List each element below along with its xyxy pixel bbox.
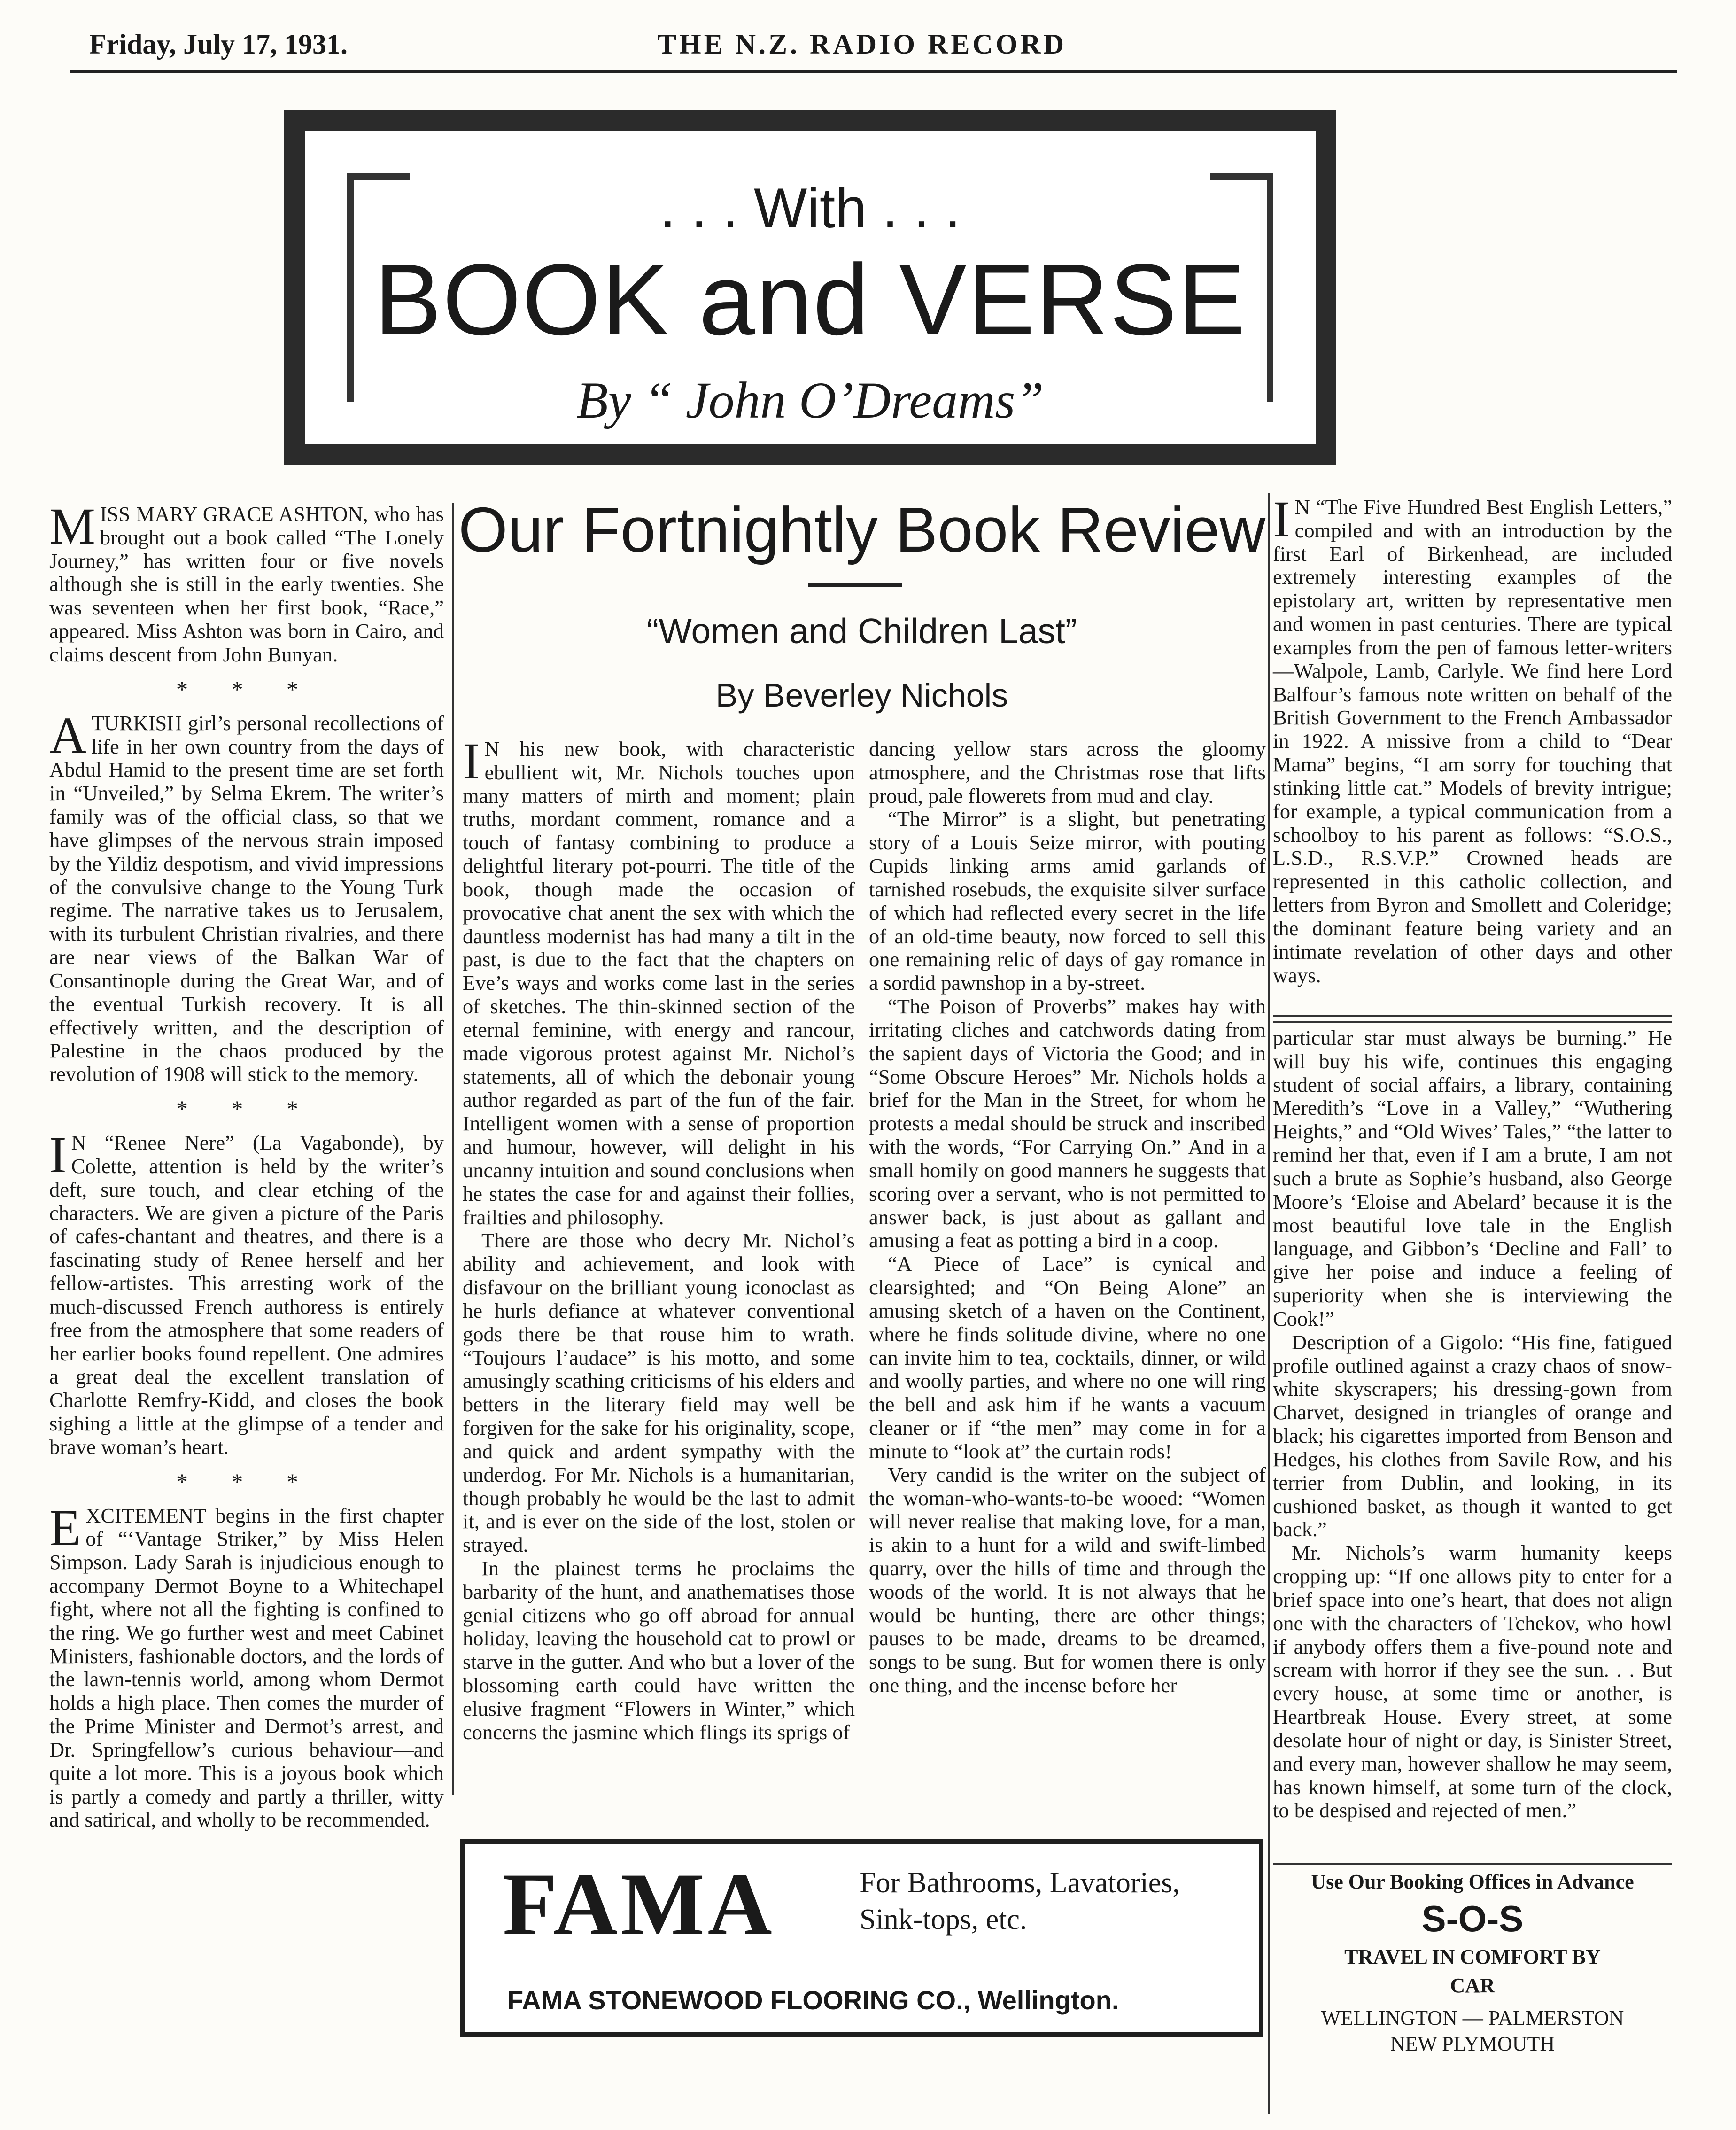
- separator-stars: * * *: [176, 676, 317, 702]
- note-renee-nere: [49, 1126, 444, 1459]
- column-rule-3: [1268, 493, 1270, 2114]
- fama-company: FAMA STONEWOOD FLOORING CO., Wellington.: [507, 1985, 1119, 2015]
- review-paragraph: Mr. Nichols’s warm humanity keeps cropping up: “If one allows pity to enter for a brief space into one’s heart, that does not align one with the characters of Tchekov, who howl if anybody offers them a five-pound note and scream with horror if they see the sun. . . But every house, at some time or another, is Heartbreak House. Every street, at some desolate hour of night or day, is Sinister Street, and every man, however shallow he may seem, has known himself, at some turn of the clock, to be despised and rejected of men.”: [1273, 1541, 1672, 1822]
- note-ashton: [49, 498, 444, 667]
- section-banner: [284, 110, 1336, 465]
- double-rule: [1273, 1015, 1672, 1023]
- note-letters: [1273, 490, 1672, 987]
- sos-destination: NEW PLYMOUTH: [1390, 2032, 1555, 2055]
- fama-uses-line: Sink-tops, etc.: [860, 1903, 1027, 1936]
- sos-tagline: Use Our Booking Offices in Advance: [1311, 1870, 1634, 1893]
- fama-advertisement: [460, 1839, 1263, 2037]
- paragraph-text: N “The Five Hundred Best English Letters,” compiled and with an introduction by the first Earl of Birkenhead, are included extremely interesting examples of the epistolary art, written by representative men and women in past centuries. There are typical examples from the pen of famous letter-writers—Walpole, Lamb, Carlyle. We find here Lord Balfour’s famous note written on behalf of the British Government to the French Ambassador in 1922. A missive from a child to “Dear Mama” begins, “I am sorry for touching that stinking little cat.” Models of brevity intrigue; for example, a typical communication from a schoolboy to his parent as follows: “S.O.S., L.S.D., R.S.V.P.” Crowned heads are represented in this catholic collection, and letters from Byron and Smollett and Coleridge; the dominant feature being variety and an intimate revelation of other days and other ways.: [1273, 495, 1672, 987]
- review-paragraph: “The Mirror” is a slight, but penetrating story of a Louis Seize mirror, with pouting Cupids linking arms amid garlands of tarnished rosebuds, the exquisite silver surface of which had reflected every secret in the life of an old-time beauty, now forced to sell this one remaining relic of days of gay romance in a sordid pawnshop in a by-street.: [869, 807, 1266, 995]
- review-paragraph: [463, 732, 855, 1229]
- middle-column-2: [869, 738, 1266, 1697]
- review-paragraph: In the plainest terms he proclaims the barbarity of the hunt, and anathematises those genial citizens who go off abroad for annual holiday, leaving the household cat to prowl or starve in the gutter. And who but a lover of the blossoming earth could have written the elusive fragment “Flowers in Winter,” which concerns the jasmine which flings its sprigs of: [463, 1556, 855, 1744]
- dropcap: I: [463, 732, 480, 790]
- dropcap: M: [49, 498, 95, 555]
- dropcap: I: [1273, 490, 1290, 548]
- ad-separator-rule: [1273, 1863, 1672, 1865]
- header-rule: [70, 70, 1677, 73]
- right-column-continuation: [1273, 1026, 1672, 1822]
- paragraph-text: N his new book, with characteristic ebullient wit, Mr. Nichols touches upon many matters of mirth and moment; plain truths, mordant comment, romance and a touch of fantasy combining to produce a delightful literary pot-pourri. The title of the book, though made the occasion of provocative chat anent the sex with which the dauntless modernist has had many a tilt in the past, is due to the fact that the chapters on Eve’s ways and works come last in the series of sketches. The thin-skinned section of the eternal feminine, with energy and rancour, made vigorous protest against Mr. Nichol’s statements, all of which the debonair young author regarded as part of the fun of the fair. Intelligent women with a sense of proportion and humour, however, will delight in his uncanny intuition and sound conclusions when he states the case for and against their follies, frailties and philosophy.: [463, 737, 855, 1229]
- middle-column-1: [463, 732, 855, 1744]
- banner-byline: By “ John O’Dreams”: [576, 372, 1044, 429]
- column-rule-1: [452, 503, 454, 1795]
- title-divider: [808, 583, 902, 587]
- separator-stars: * * *: [176, 1096, 317, 1122]
- issue-date: Friday, July 17, 1931.: [89, 29, 348, 60]
- fama-uses: [860, 1865, 1180, 1938]
- paragraph-text: TURKISH girl’s personal recollections of life in her own country from the days of Abdul Hamid to the present time are set forth in “Unveiled,” by Selma Ekrem. The writer’s family was of the official class, so that we have glimpses of the nervous strain imposed by the Yildiz despotism, and vivid impressions of the convulsive change to the Young Turk regime. The narrative takes us to Jerusalem, with its turbulent Christian rivalries, and there are near views of the Balkan War of Consantinople during the Great War, and of the eventual Turkish recovery. It is all effectively written, and the description of Palestine in the chaos produced by the revolution of 1908 will stick to the memory.: [49, 711, 444, 1086]
- review-paragraph: dancing yellow stars across the gloomy atmosphere, and the Christmas rose that lifts proud, pale flowerets from mud and clay.: [869, 737, 1266, 808]
- banner-title: BOOK and VERSE: [374, 243, 1247, 356]
- dropcap: E: [49, 1499, 81, 1556]
- right-column-top: [1273, 490, 1672, 987]
- review-byline: By Beverley Nichols: [715, 677, 1008, 714]
- review-subtitle: “Women and Children Last”: [647, 611, 1077, 651]
- paragraph-text: N “Renee Nere” (La Vagabonde), by Colette, attention is held by the writer’s deft, sure touch, and clear etching of the characters. We are given a picture of the Paris of cafes-chantant and theatres, and there is a fascinating study of Renee herself and her fellow-artistes. This arresting work of the much-discussed French authoress is entirely free from the atmosphere that some readers of her earlier books found repellent. One admires a great deal the excellent translation of Charlotte Remfry-Kidd, and closes the book sighing a little at the glimpse of a tender and brave woman’s heart.: [49, 1131, 444, 1459]
- sos-travel: TRAVEL IN COMFORT BY: [1344, 1945, 1601, 1968]
- review-paragraph: “The Poison of Proverbs” makes hay with irritating cliches and catchwords dating from the sapient days of Victoria the Good; and in “Some Obscure Heroes” Mr. Nichols holds a brief for the Man in the Street, for whom he protests a medal should be struck and inscribed with the words, “For Carrying On.” And in a small homily on good manners he suggests that scoring over a servant, who is not permitted to answer back, is just about as gallant and amusing a feat as potting a bird in a coop.: [869, 995, 1266, 1252]
- fama-brand: FAMA: [503, 1855, 775, 1954]
- review-paragraph: There are those who decry Mr. Nichol’s ability and achievement, and look with disfavour on the brilliant young iconoclast as he hurls defiance at whatever conventional gods there be that rouse him to wrath. “Toujours l’audace” is his motto, and some amusingly scathing criticisms of his elders and betters in the literary field may well be forgiven for the sake for his originality, scope, and quick and ardent sympathy with the underdog. For Mr. Nichols is a humanitarian, though probably he would be the last to admit it, and is ever on the side of the lost, stolen or strayed.: [463, 1228, 855, 1557]
- fama-uses-line: For Bathrooms, Lavatories,: [860, 1867, 1180, 1899]
- paragraph-text: XCITEMENT begins in the first chapter of “‘Vantage Striker,” by Miss Helen Simpson. Lady Sarah is injudicious enough to accompany Dermot Boyne to a Whitechapel fight, where not all the fighting is confined to the ring. We go further west and meet Cabinet Ministers, fashionable doctors, and the lords of the lawn-tennis world, among whom Dermot holds a high place. Then comes the murder of the Prime Minister and Dermot’s arrest, and Dr. Springfellow’s curious behaviour—and quite a lot more. This is a joyous book which is partly a comedy and partly a thriller, witty and satirical, and wholly to be recommended.: [49, 1503, 444, 1832]
- review-paragraph: Description of a Gigolo: “His fine, fatigued profile outlined against a crazy chaos of snow-white skyscrapers; his dressing-gown from Charvet, designed in triangles of orange and black; his cigarettes imported from Benson and Hedges, his clothes from Savile Row, and his terrier from Dublin, and looking, in its cushioned basket, as though it wanted to get back.”: [1273, 1330, 1672, 1541]
- sos-name: S-O-S: [1421, 1898, 1524, 1939]
- sos-route: WELLINGTON — PALMERSTON: [1321, 2006, 1624, 2029]
- sos-advertisement: [1273, 1870, 1672, 2056]
- separator-stars: * * *: [176, 1468, 317, 1495]
- publication-name: THE N.Z. RADIO RECORD: [658, 29, 1067, 60]
- paragraph-text: ISS MARY GRACE ASHTON, who has brought out a book called “The Lonely Journey,” has written four or five novels although she is still in the early twenties. She was seventeen when her first book, “Race,” appeared. Miss Ashton was born in Cairo, and claims descent from John Bunyan.: [49, 502, 444, 666]
- dropcap: A: [49, 706, 87, 764]
- review-title: Our Fortnightly Book Review: [458, 494, 1266, 565]
- note-vantage-striker: [49, 1499, 444, 1832]
- review-paragraph: “A Piece of Lace” is cynical and clearsighted; and “On Being Alone” an amusing sketch of a haven on the Continent, where he finds solitude divine, where no one can invite him to tea, cocktails, dinner, or wild and woolly parties, and where no one will ring the bell and ask him if he wants a vacuum cleaner or if “the men” may come in for a minute to “look at” the curtain rods!: [869, 1252, 1266, 1463]
- review-paragraph: Very candid is the writer on the subject of the woman-who-wants-to-be wooed: “Women will never realise that making love, for a man, is akin to a hunt for a wild and swift-limbed quarry, over the hills of time and through the woods of the world. It is not always that he would be hunting, there are other things; pauses to be made, dreams to be dreamed, songs to be sung. But for women there is only one thing, and the incense before her: [869, 1462, 1266, 1697]
- note-unveiled: [49, 706, 444, 1086]
- review-paragraph: particular star must always be burning.” He will buy his wife, continues this engaging student of social affairs, a library, containing Meredith’s “Love in a Valley,” “Wuthering Heights,” and “Old Wives’ Tales,” “the latter to remind her that, even if I am a brute, I am not such a brute as Sophie’s husband, also George Moore’s ‘Eloise and Abelard’ because it is the most beautiful love tale in the English language, and Gibbon’s ‘Decline and Fall’ to give her poise and induce a feeling of superiority when she is interviewing the Cook!”: [1273, 1026, 1672, 1330]
- dropcap: I: [49, 1126, 67, 1184]
- sos-car: CAR: [1450, 1974, 1495, 1997]
- left-column: [49, 498, 444, 1832]
- banner-with: . . . With . . .: [659, 177, 961, 240]
